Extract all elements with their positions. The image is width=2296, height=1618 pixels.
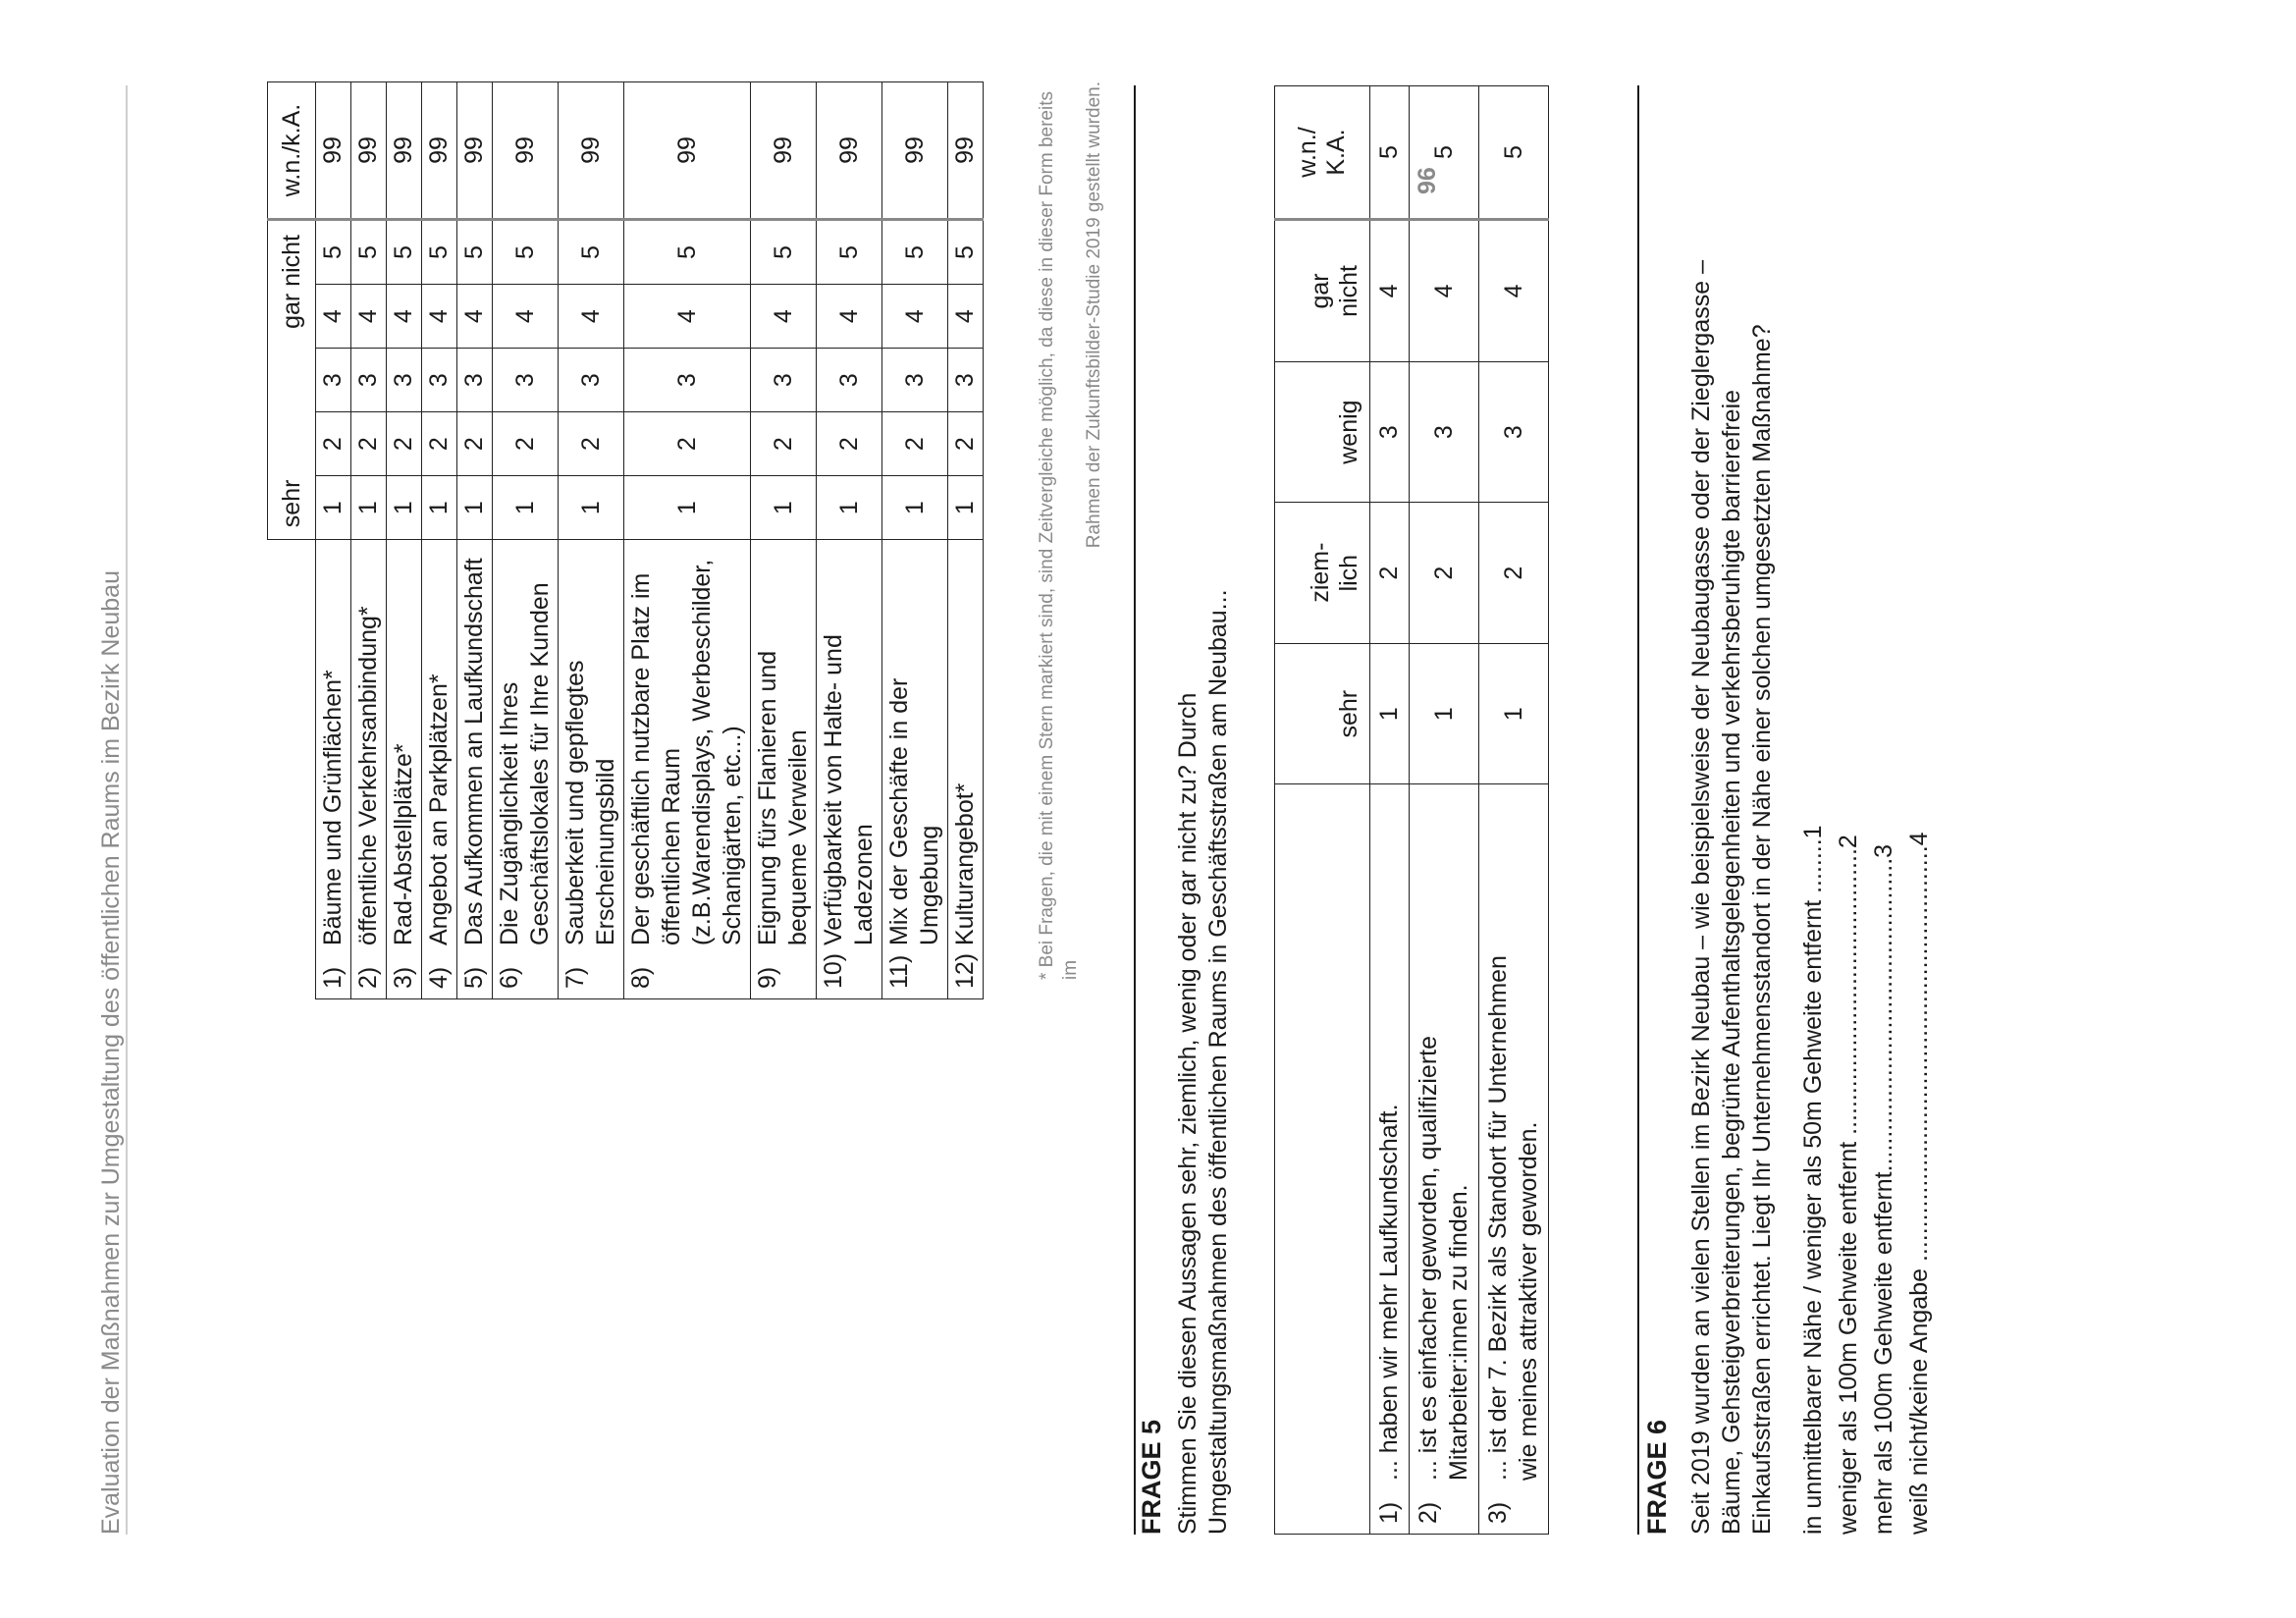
row-text: ... haben wir mehr Laufkundschaft. [1375, 1104, 1403, 1481]
row-number: 1) [319, 966, 347, 989]
scale-option[interactable]: 1 [817, 476, 882, 540]
scale-option[interactable]: 1 [387, 476, 422, 540]
scale-option[interactable]: 2 [817, 412, 882, 476]
row-text: Sauberkeit und gepflegtes Erscheinungsbild [561, 660, 619, 945]
rating-table [267, 81, 984, 999]
row-number: 5) [460, 966, 488, 989]
row-label [948, 540, 984, 999]
frage6-title: FRAGE 6 [1642, 1419, 1672, 1535]
na-option[interactable]: 99 [316, 82, 351, 220]
scale-option[interactable]: 5 [316, 220, 351, 285]
row-number: 3) [390, 966, 417, 989]
row-label [351, 540, 387, 999]
scale-option[interactable]: 3 [882, 349, 948, 412]
table-row [948, 82, 984, 999]
frage6-text: Seit 2019 wurden an vielen Stellen im Bezirk Neubau – wie beispielsweise der Neubaugasse oder der Zieglergasse – Bäume, Gehsteigverbreiterungen, begrünte Aufenthaltsgelegenheiten und verkehrsberuhigte barrierefreie Einkaufsstraßen errichtet. Liegt Ihr Unternehmensstandort in der Nähe einer solchen umgesetzten Maßnahme? [1687, 260, 1776, 1535]
na-option[interactable]: 99 [351, 82, 387, 220]
row-label [1410, 784, 1479, 1535]
row-label [422, 540, 457, 999]
scale-option[interactable]: 5 [387, 220, 422, 285]
row-text: Kulturangebot* [951, 782, 979, 945]
scale-option[interactable]: 4 [751, 285, 817, 349]
scale-option[interactable]: 1 [1479, 643, 1549, 784]
row-label [559, 540, 624, 999]
agreement-table-header [1275, 86, 1370, 1535]
frage5-section [1136, 101, 1234, 1535]
row-text: Angebot an Parkplätzen* [425, 674, 453, 945]
scale-option[interactable]: 4 [493, 285, 559, 349]
scale-option[interactable]: 3 [1479, 361, 1549, 503]
option-item[interactable]: weniger als 100m Gehweite entfernt ..........................................2 [1835, 835, 1862, 1535]
scale-option[interactable]: 1 [624, 476, 751, 540]
scale-option[interactable]: 1 [422, 476, 457, 540]
scale-option[interactable]: 4 [387, 285, 422, 349]
table-footnote: * Bei Fragen, die mit einem Stern markiert sind, sind Zeitvergleiche möglich, da diese in dieser Form bereits im Rahmen der Zukunftsbilder-Studie 2019 gestellt wurden. [1037, 81, 1104, 980]
scale-option[interactable]: 2 [1370, 503, 1410, 644]
scale-option[interactable]: 5 [493, 220, 559, 285]
na-option[interactable]: 99 [493, 82, 559, 220]
table-row [882, 82, 948, 999]
scale-option[interactable]: 2 [422, 412, 457, 476]
row-text: Eignung fürs Flanieren und bequeme Verweilen [754, 650, 812, 945]
scale-option[interactable]: 3 [387, 349, 422, 412]
scale-option[interactable]: 4 [948, 285, 984, 349]
frage6-section [1641, 85, 1937, 1535]
na-option[interactable]: 5 [1410, 86, 1479, 220]
scale-option[interactable]: 2 [559, 412, 624, 476]
row-number: 1) [1375, 1501, 1403, 1524]
na-option[interactable]: 5 [1370, 86, 1410, 220]
scale-option[interactable]: 5 [457, 220, 493, 285]
col-sehr: sehr [1275, 643, 1370, 784]
scale-option[interactable]: 1 [1410, 643, 1479, 784]
scale-option[interactable]: 3 [751, 349, 817, 412]
col-ziemlich: ziem-lich [1275, 503, 1370, 644]
row-text: öffentliche Verkehrsanbindung* [354, 606, 382, 945]
scale-option[interactable]: 2 [387, 412, 422, 476]
frage5-title: FRAGE 5 [1137, 1419, 1166, 1535]
table-row [1370, 86, 1410, 1535]
row-number: 3) [1484, 1501, 1512, 1524]
scale-option[interactable]: 1 [1370, 643, 1410, 784]
table-row [1479, 86, 1549, 1535]
scale-option[interactable]: 2 [624, 412, 751, 476]
scale-option[interactable]: 5 [351, 220, 387, 285]
row-text: Das Aufkommen an Laufkundschaft [460, 558, 488, 945]
row-label [751, 540, 817, 999]
option-item[interactable]: mehr als 100m Gehweite entfernt..............................................3 [1870, 843, 1897, 1535]
row-number: 9) [754, 966, 781, 989]
na-option[interactable]: 99 [751, 82, 817, 220]
scale-option[interactable]: 4 [457, 285, 493, 349]
row-number: 2) [1415, 1501, 1442, 1524]
rating-table-header [268, 82, 316, 999]
page-header: Evaluation der Maßnahmen zur Umgestaltung des öffentlichen Raums im Bezirk Neubau [97, 570, 125, 1535]
na-option[interactable]: 99 [559, 82, 624, 220]
table-row [817, 82, 882, 999]
table-row [493, 82, 559, 999]
scale-option[interactable]: 2 [457, 412, 493, 476]
scale-left-label: sehr [268, 412, 316, 540]
scale-option[interactable]: 3 [948, 349, 984, 412]
scale-option[interactable]: 3 [817, 349, 882, 412]
na-option[interactable]: 99 [948, 82, 984, 220]
scale-option[interactable]: 4 [1479, 220, 1549, 362]
na-header: w.n./k.A. [268, 82, 316, 220]
page-number: 96 [1414, 167, 1441, 194]
row-label [457, 540, 493, 999]
row-number: 8) [627, 966, 655, 989]
row-label [624, 540, 751, 999]
na-option[interactable]: 99 [457, 82, 493, 220]
table-row [316, 82, 351, 999]
scale-option[interactable]: 4 [817, 285, 882, 349]
scale-option[interactable]: 4 [624, 285, 751, 349]
scale-option[interactable]: 4 [882, 285, 948, 349]
scale-option[interactable]: 1 [316, 476, 351, 540]
table-row [351, 82, 387, 999]
scale-option[interactable]: 2 [1410, 503, 1479, 644]
table-row [1410, 86, 1479, 1535]
scale-option[interactable]: 3 [351, 349, 387, 412]
row-number: 2) [354, 966, 382, 989]
table-row [387, 82, 422, 999]
scale-option[interactable]: 5 [559, 220, 624, 285]
col-wenig: wenig [1275, 361, 1370, 503]
scale-option[interactable]: 5 [817, 220, 882, 285]
scale-option[interactable]: 5 [422, 220, 457, 285]
scale-option[interactable]: 1 [351, 476, 387, 540]
row-number: 11) [885, 954, 913, 989]
table-row [559, 82, 624, 999]
row-number: 6) [496, 966, 523, 989]
row-number: 12) [951, 952, 979, 989]
row-label [817, 540, 882, 999]
na-option[interactable]: 99 [817, 82, 882, 220]
scale-option[interactable]: 3 [1370, 361, 1410, 503]
scale-option[interactable]: 4 [1370, 220, 1410, 362]
section-divider [1637, 85, 1639, 1535]
row-label [1370, 784, 1410, 1535]
scale-option[interactable]: 1 [751, 476, 817, 540]
row-label [316, 540, 351, 999]
na-option[interactable]: 99 [882, 82, 948, 220]
scale-option[interactable]: 1 [457, 476, 493, 540]
row-label [387, 540, 422, 999]
scale-option[interactable]: 3 [493, 349, 559, 412]
na-option[interactable]: 99 [422, 82, 457, 220]
scale-option[interactable]: 2 [751, 412, 817, 476]
scale-option[interactable]: 2 [493, 412, 559, 476]
row-number: 7) [561, 966, 589, 989]
scale-right-label: gar nicht [268, 220, 316, 349]
header-divider [126, 85, 128, 1535]
frage6-options [1795, 85, 1937, 1535]
option-item[interactable]: weiß nicht/keine Angabe .............................................................4 [1905, 832, 1933, 1535]
frage5-text: Stimmen Sie diesen Aussagen sehr, ziemlich, wenig oder gar nicht zu? Durch Umgestaltungsmaßnahmen des öffentlichen Raums in Geschäftsstraßen am Neubau... [1174, 589, 1232, 1535]
scale-option[interactable]: 4 [559, 285, 624, 349]
scale-option[interactable]: 2 [948, 412, 984, 476]
table-row [457, 82, 493, 999]
option-item[interactable]: in unmittelbarer Nähe / weniger als 50m Gehweite entfernt ........1 [1799, 825, 1827, 1535]
scale-option[interactable]: 3 [457, 349, 493, 412]
row-number: 4) [425, 966, 453, 989]
scale-option[interactable]: 5 [882, 220, 948, 285]
na-option[interactable]: 99 [387, 82, 422, 220]
row-text: ... ist es einfacher geworden, qualifizierte Mitarbeiter:innen zu finden. [1415, 1035, 1472, 1481]
row-label [882, 540, 948, 999]
row-label [493, 540, 559, 999]
scale-option[interactable]: 4 [316, 285, 351, 349]
scale-option[interactable]: 2 [1479, 503, 1549, 644]
row-number: 10) [820, 952, 847, 989]
scale-option[interactable]: 2 [316, 412, 351, 476]
scale-option[interactable]: 4 [351, 285, 387, 349]
scale-option[interactable]: 1 [559, 476, 624, 540]
table-row [751, 82, 817, 999]
col-garnicht: gar nicht [1275, 220, 1370, 362]
row-label [1479, 784, 1549, 1535]
scale-option[interactable]: 5 [751, 220, 817, 285]
scale-option[interactable]: 4 [422, 285, 457, 349]
row-text: Rad-Abstellplätze* [390, 743, 417, 945]
scale-option[interactable]: 1 [493, 476, 559, 540]
row-text: Die Zugänglichkeit Ihres Geschäftslokales für Ihre Kunden [496, 582, 554, 945]
row-text: Mix der Geschäfte in der Umgebung [885, 677, 943, 945]
table-row [422, 82, 457, 999]
scale-option[interactable]: 3 [1410, 361, 1479, 503]
scale-option[interactable]: 3 [316, 349, 351, 412]
row-text: Der geschäftlich nutzbare Platz im öffentlichen Raum (z.B.Warendisplays, Werbeschilder, Schanigärten, etc...) [627, 559, 746, 945]
scale-option[interactable]: 3 [422, 349, 457, 412]
scale-option[interactable]: 2 [351, 412, 387, 476]
col-na: w.n./ K.A. [1275, 86, 1370, 220]
scale-option[interactable]: 3 [624, 349, 751, 412]
table-row [624, 82, 751, 999]
scale-option[interactable]: 5 [624, 220, 751, 285]
na-option[interactable]: 99 [624, 82, 751, 220]
agreement-table [1274, 85, 1549, 1535]
row-text: Verfügbarkeit von Halte- und Ladezonen [820, 634, 878, 945]
na-option[interactable]: 5 [1479, 86, 1549, 220]
row-text: Bäume und Grünflächen* [319, 670, 347, 945]
scale-option[interactable]: 2 [882, 412, 948, 476]
scale-option[interactable]: 5 [948, 220, 984, 285]
scale-option[interactable]: 1 [882, 476, 948, 540]
row-text: ... ist der 7. Bezirk als Standort für Unternehmen wie meines attraktiver geworden. [1484, 955, 1542, 1481]
scale-option[interactable]: 4 [1410, 220, 1479, 362]
scale-option[interactable]: 3 [559, 349, 624, 412]
scale-option[interactable]: 1 [948, 476, 984, 540]
